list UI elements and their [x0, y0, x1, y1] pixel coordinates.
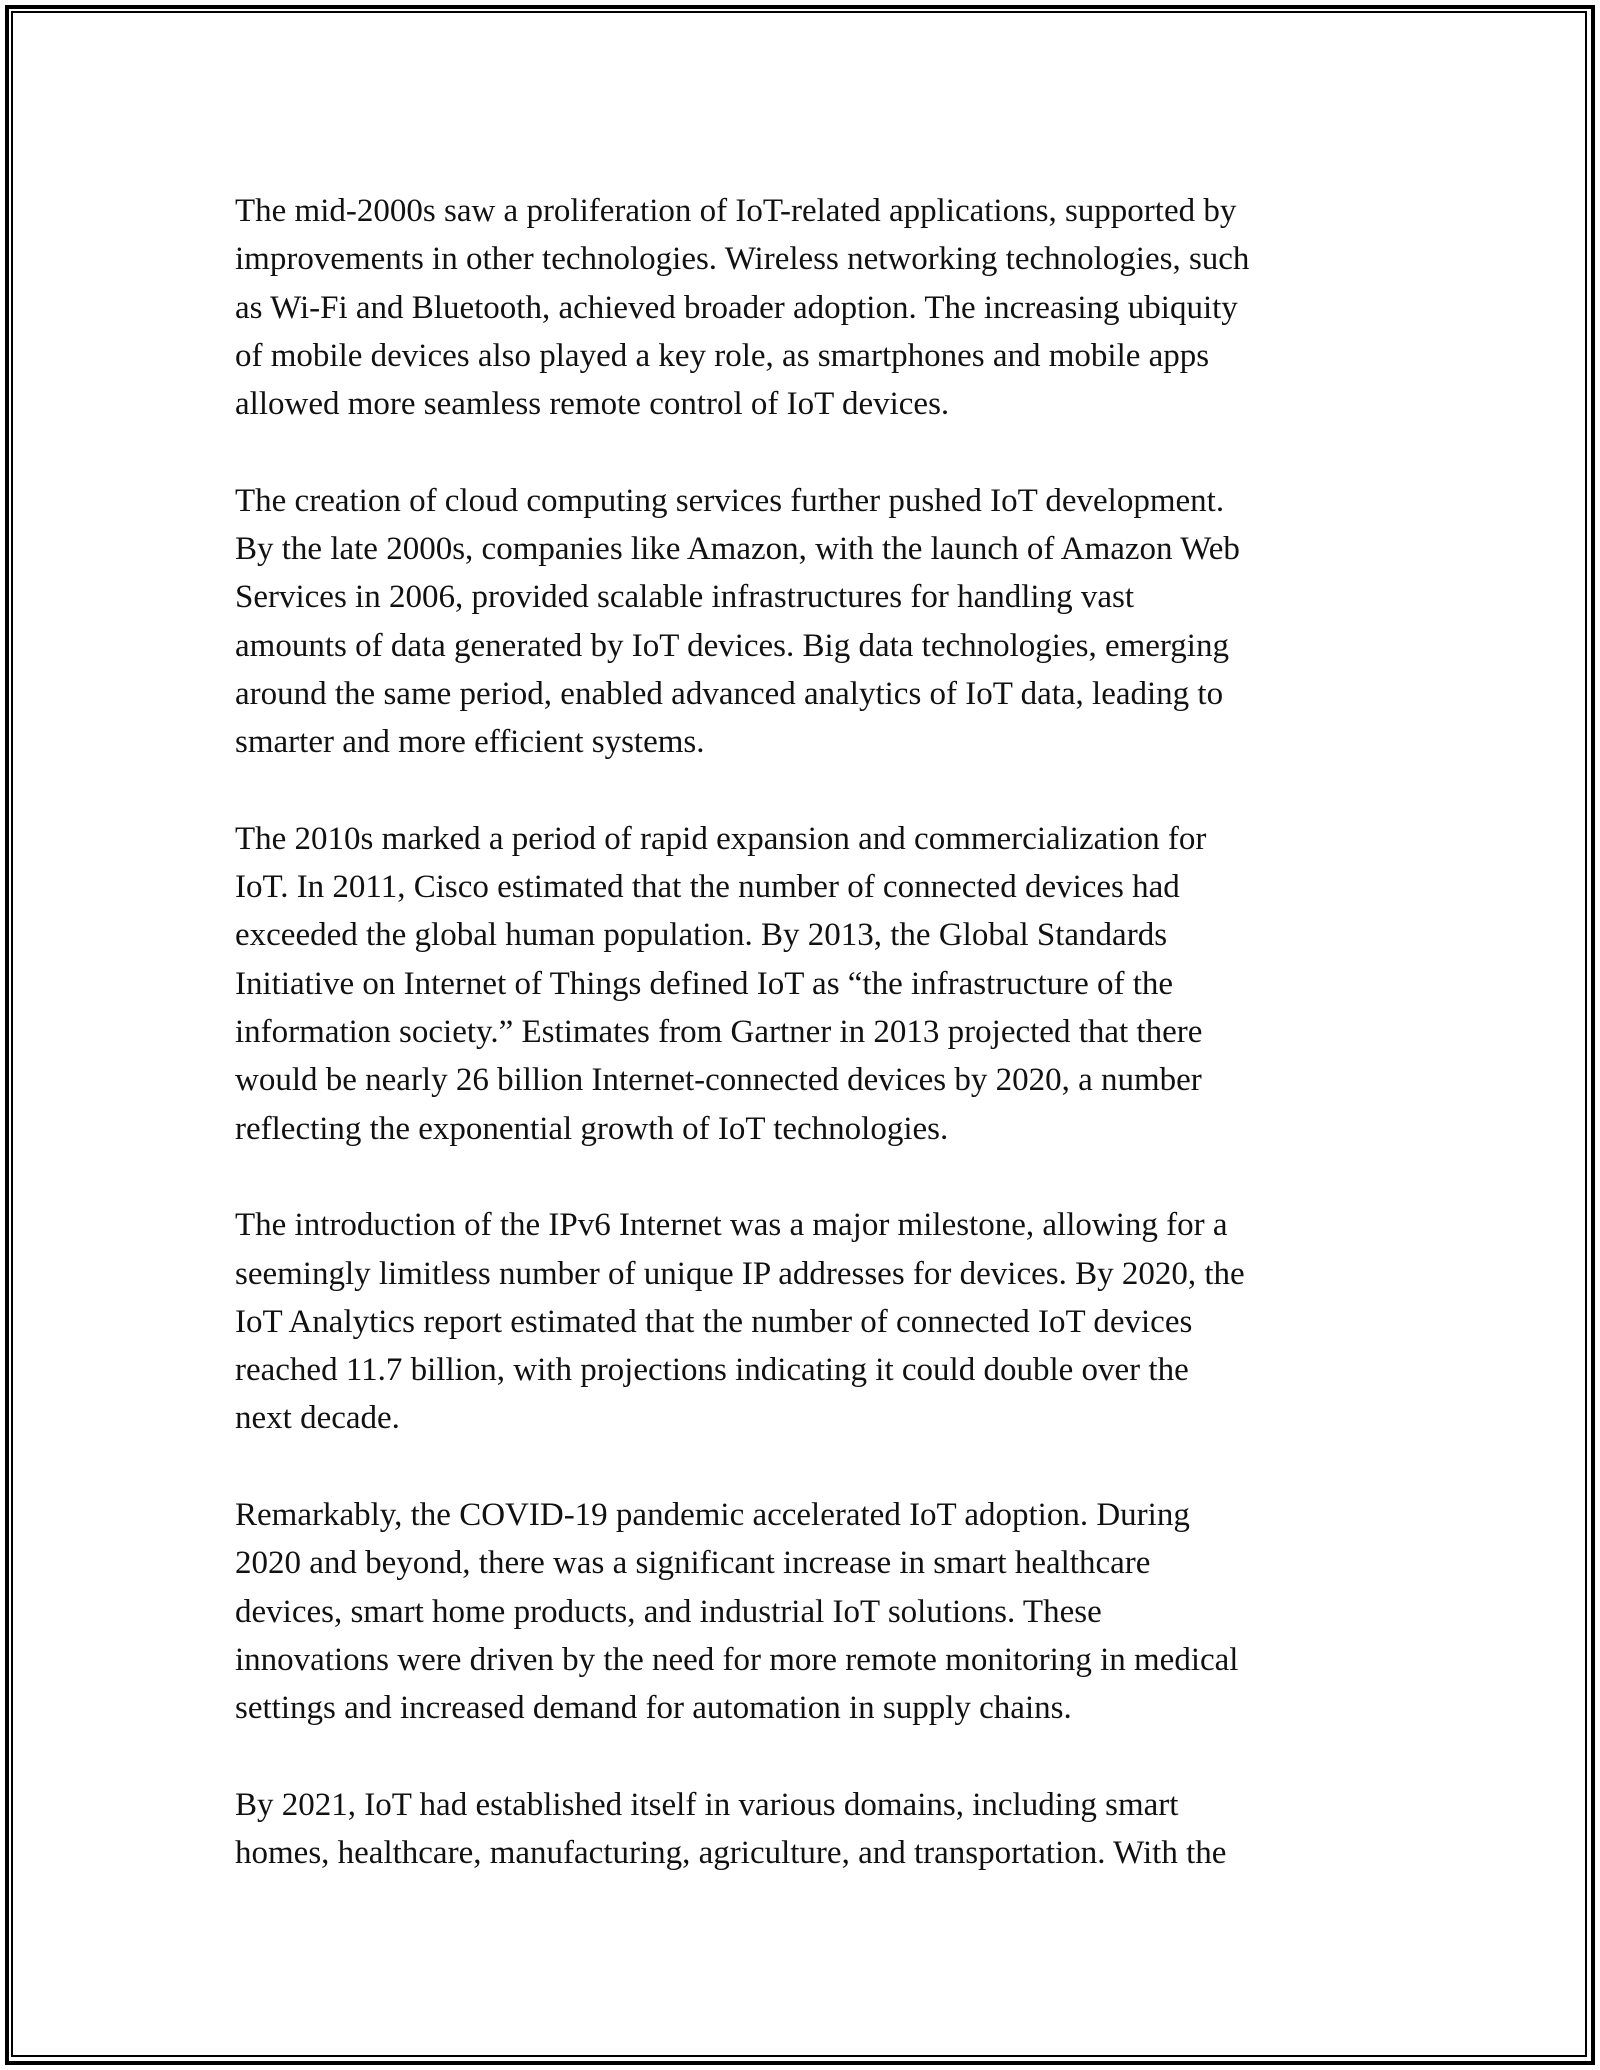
text-line: By 2021, IoT had established itself in various domains, including smart	[235, 1786, 1179, 1823]
text-line: seemingly limitless number of unique IP addresses for devices. By 2020, the	[235, 1255, 1245, 1292]
text-line: The 2010s marked a period of rapid expansion and commercialization for	[235, 820, 1207, 857]
text-line: reached 11.7 billion, with projections indicating it could double over the	[235, 1352, 1189, 1389]
text-line: next decade.	[235, 1400, 400, 1437]
text-line: The mid-2000s saw a proliferation of IoT-related applications, supported by	[235, 193, 1237, 229]
text-line: innovations were driven by the need for more remote monitoring in medical	[235, 1641, 1239, 1678]
text-line: Remarkably, the COVID-19 pandemic accelerated IoT adoption. During	[235, 1497, 1190, 1534]
text-line: The creation of cloud computing services further pushed IoT development.	[235, 482, 1225, 519]
text-line: reflecting the exponential growth of IoT technologies.	[235, 1110, 949, 1147]
text-line: information society.” Estimates from Gartner in 2013 projected that there	[235, 1014, 1203, 1051]
text-line: IoT Analytics report estimated that the number of connected IoT devices	[235, 1303, 1193, 1340]
text-line: The introduction of the IPv6 Internet was a major milestone, allowing for a	[235, 1207, 1228, 1244]
text-line: as Wi-Fi and Bluetooth, achieved broader adoption. The increasing ubiquity	[235, 289, 1238, 326]
paragraph-cloud-computing	[235, 477, 1375, 767]
paragraph-ipv6	[235, 1201, 1375, 1442]
text-line: IoT. In 2011, Cisco estimated that the number of connected devices had	[235, 869, 1180, 906]
text-line: allowed more seamless remote control of IoT devices.	[235, 386, 950, 423]
paragraph-2010s	[235, 815, 1375, 1153]
text-line: Initiative on Internet of Things defined IoT as “the infrastructure of the	[235, 965, 1174, 1002]
text-line: exceeded the global human population. By 2013, the Global Standards	[235, 917, 1168, 954]
paragraph-covid	[235, 1491, 1375, 1732]
text-line: around the same period, enabled advanced analytics of IoT data, leading to	[235, 675, 1224, 712]
text-line: Services in 2006, provided scalable infrastructures for handling vast	[235, 579, 1134, 616]
text-line: smarter and more efficient systems.	[235, 724, 705, 761]
text-line: settings and increased demand for automation in supply chains.	[235, 1690, 1072, 1727]
text-line: amounts of data generated by IoT devices. Big data technologies, emerging	[235, 627, 1229, 664]
text-line: of mobile devices also played a key role, as smartphones and mobile apps	[235, 337, 1210, 374]
text-line: homes, healthcare, manufacturing, agriculture, and transportation. With the	[235, 1835, 1227, 1872]
paragraph-mid-2000s	[235, 187, 1375, 428]
text-line: 2020 and beyond, there was a significant increase in smart healthcare	[235, 1545, 1151, 1582]
text-line: By the late 2000s, companies like Amazon, with the launch of Amazon Web	[235, 531, 1240, 568]
paragraph-2021	[235, 1781, 1375, 1878]
document-body	[235, 187, 1375, 1877]
text-line: would be nearly 26 billion Internet-connected devices by 2020, a number	[235, 1062, 1202, 1099]
text-line: improvements in other technologies. Wireless networking technologies, such	[235, 241, 1250, 278]
text-line: devices, smart home products, and industrial IoT solutions. These	[235, 1593, 1102, 1630]
